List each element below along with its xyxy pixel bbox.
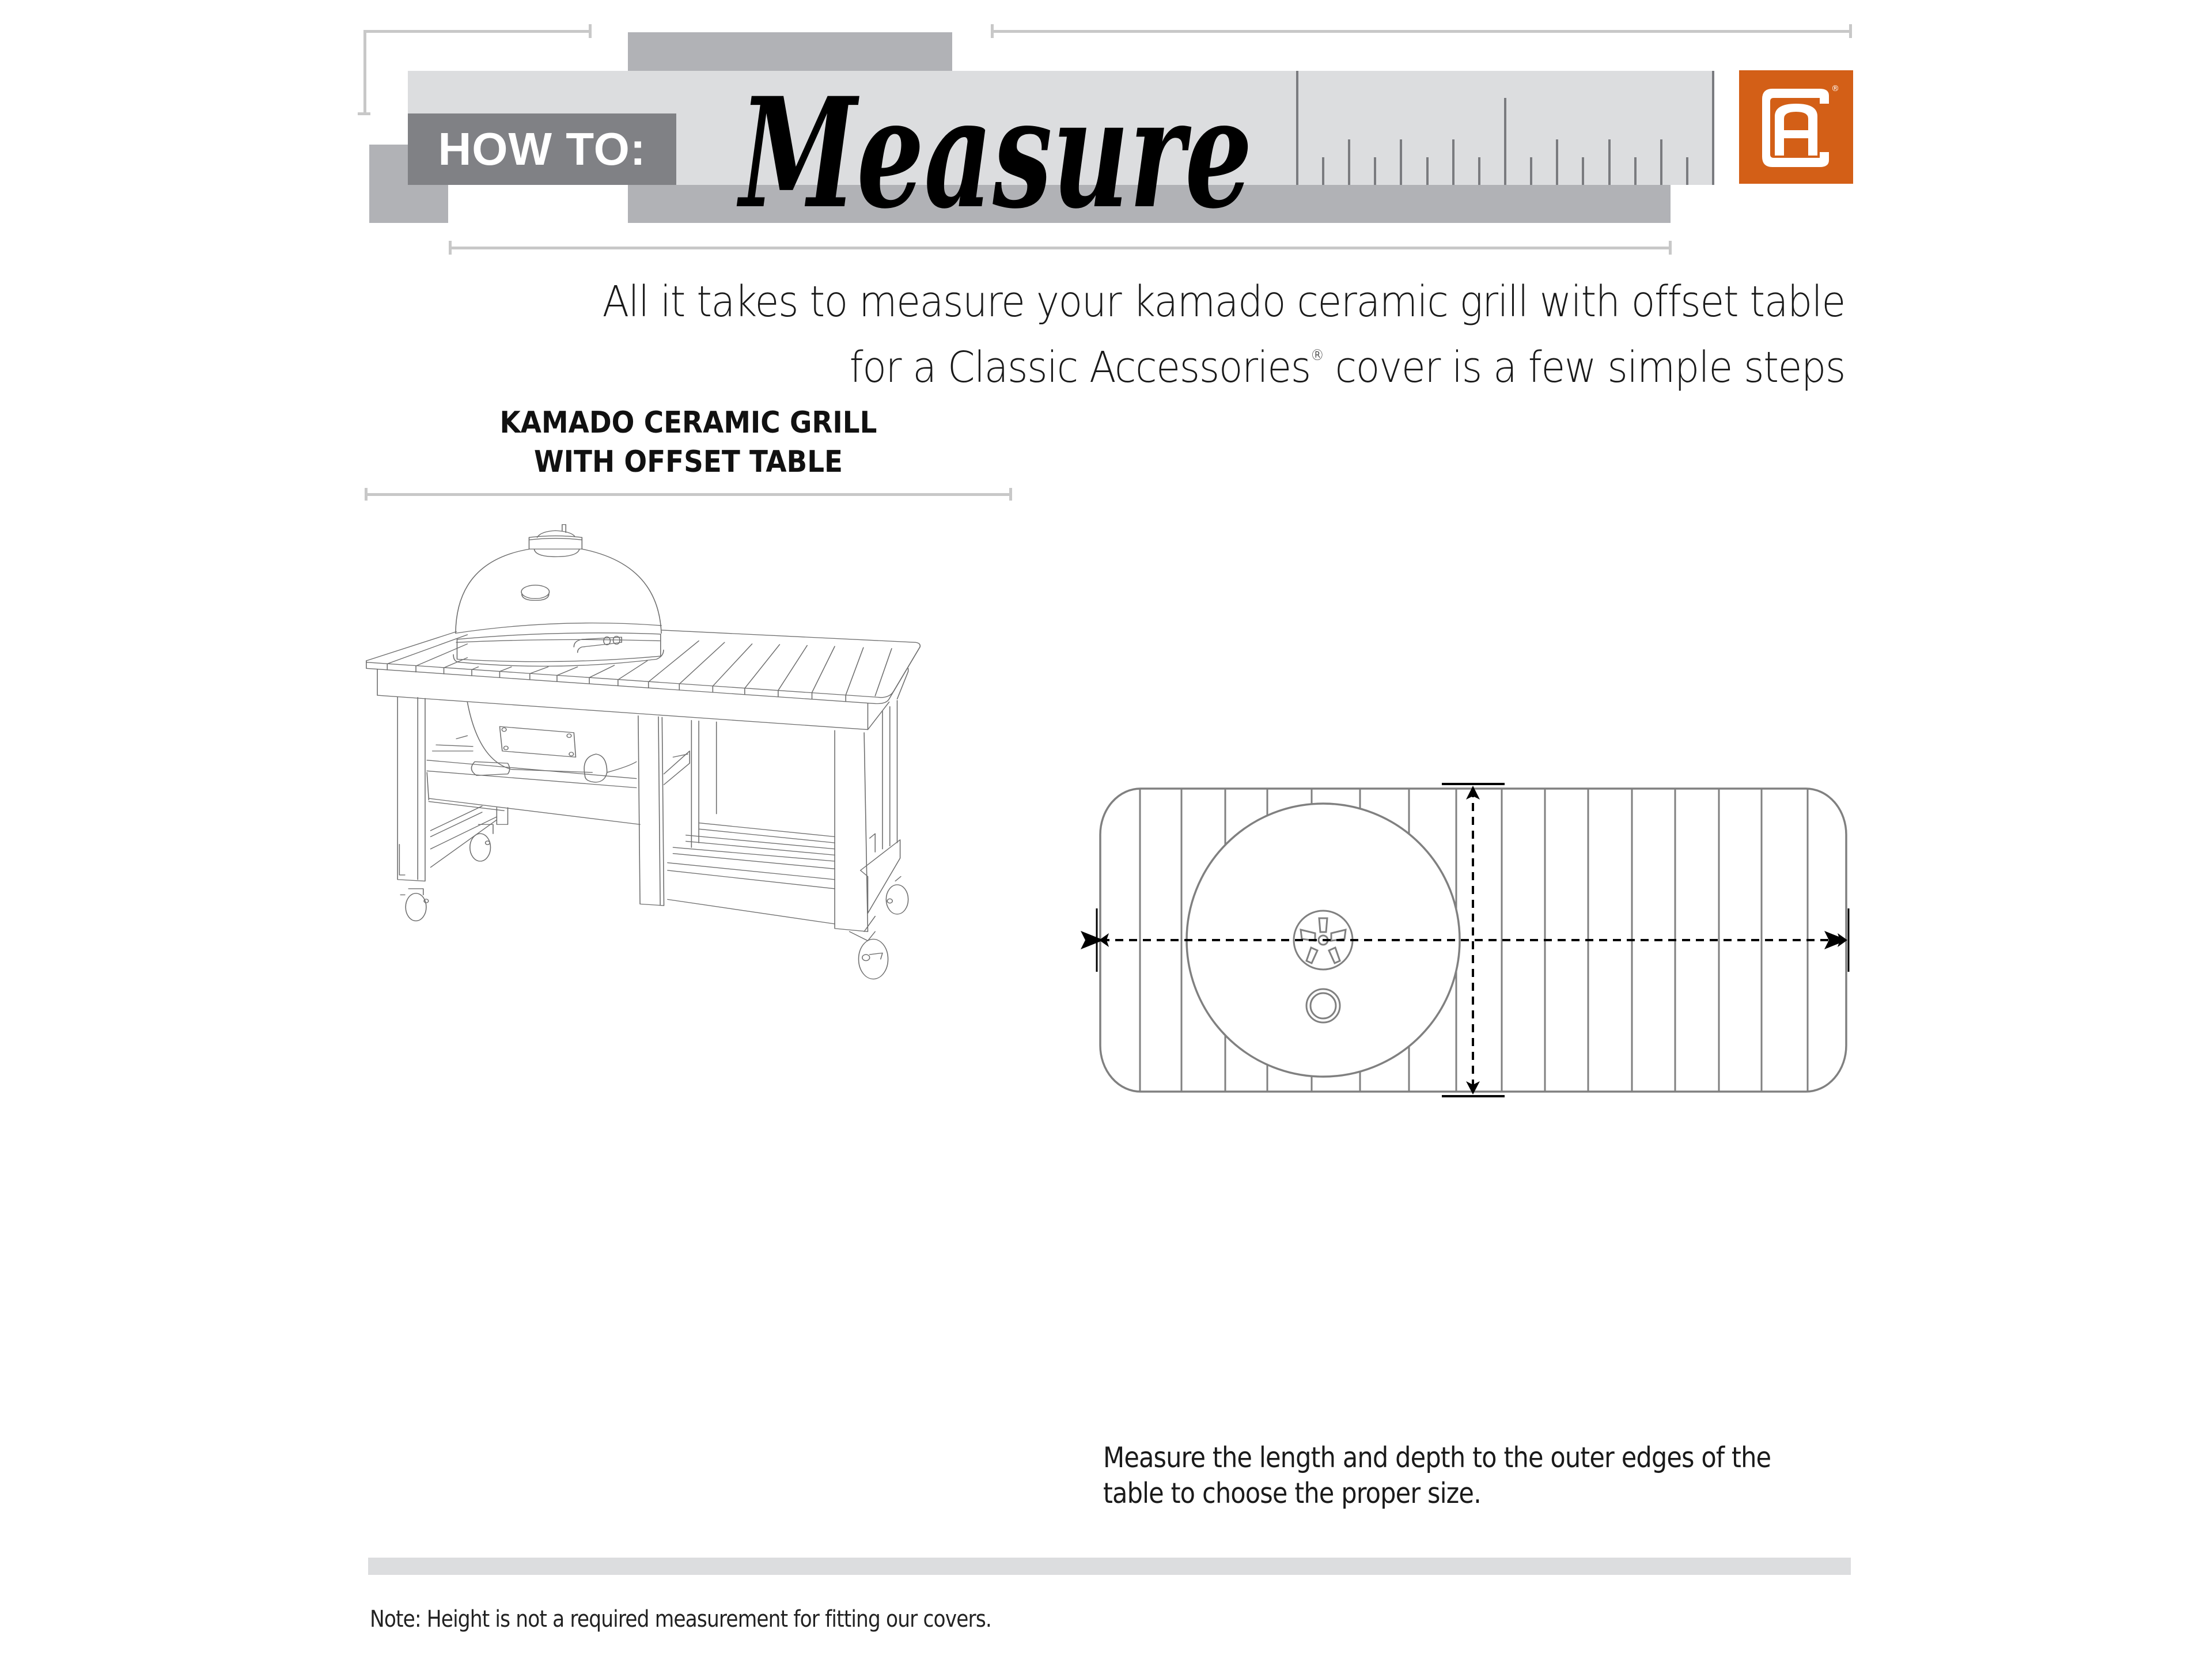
registered-mark: ® <box>1310 347 1324 364</box>
footer-note: Note: Height is not a required measurement for fitting our covers. <box>370 1606 991 1633</box>
footer-divider-bar <box>368 1558 1851 1575</box>
logo-registered-mark: ® <box>1831 84 1839 93</box>
product-heading-line-2: WITH OFFSET TABLE <box>533 445 843 479</box>
intro-line-2: for a Classic Accessories® cover is a few simple steps <box>849 343 1845 392</box>
product-heading-line-1: KAMADO CERAMIC GRILL <box>499 406 877 440</box>
title-measure: Measure <box>736 65 1252 243</box>
instructions-line-2: table to choose the proper size. <box>1103 1477 1481 1510</box>
intro-line-1: All it takes to measure your kamado ceramic grill with offset table <box>602 277 1845 327</box>
howto-label: HOW TO: <box>438 123 646 175</box>
instructions-line-1: Measure the length and depth to the outer edges of the <box>1103 1441 1771 1474</box>
measure-instructions <box>1103 1440 1771 1512</box>
